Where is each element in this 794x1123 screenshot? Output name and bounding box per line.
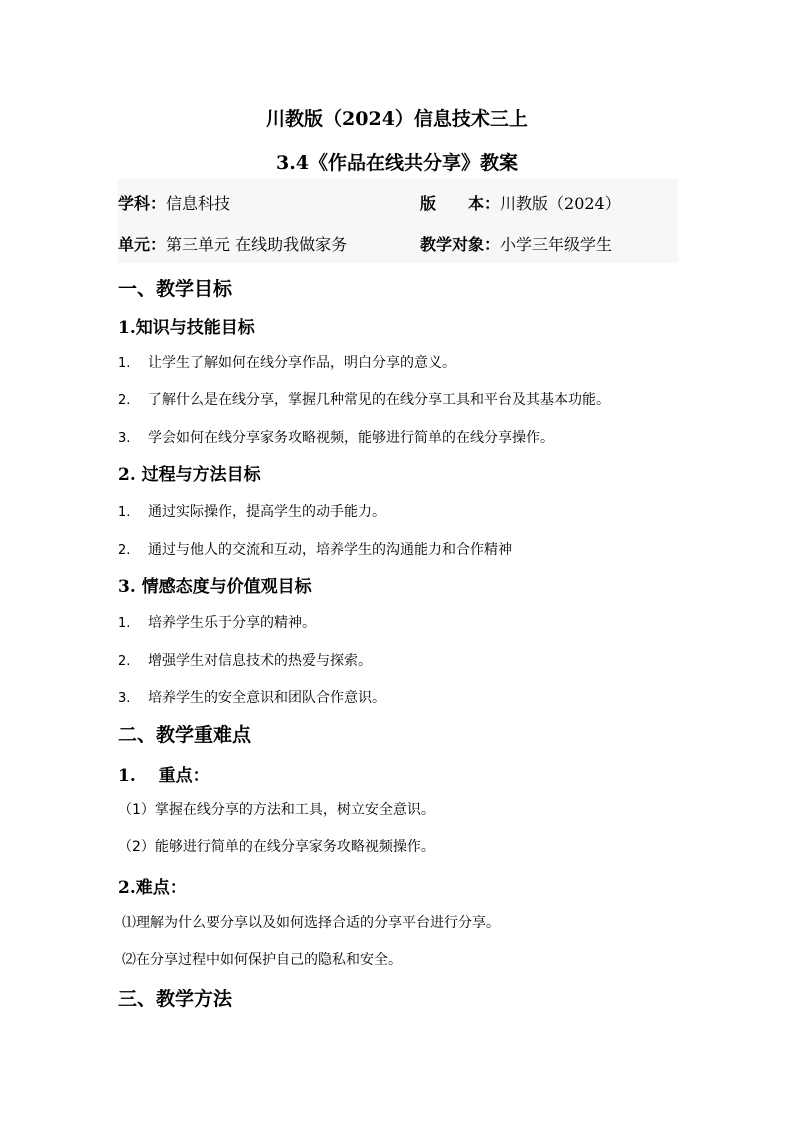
list-item-number: 2. xyxy=(118,543,131,558)
difficult-point-item: ⑵在分享过程中如何保护自己的隐私和安全。 xyxy=(122,952,402,968)
list-item xyxy=(118,501,386,521)
list-item-text: 通过实际操作，提高学生的动手能力。 xyxy=(148,504,386,520)
list-item xyxy=(118,389,610,409)
subheading-attitude-values: 3. 情感态度与价值观目标 xyxy=(118,577,312,597)
meta-audience-value: 小学三年级学生 xyxy=(500,235,613,254)
list-item-text: 让学生了解如何在线分享作品，明白分享的意义。 xyxy=(148,355,456,371)
subheading-key-points: 1. 重点： xyxy=(118,766,210,786)
section-heading-key-difficult: 二、教学重难点 xyxy=(118,724,252,746)
list-item-text: 培养学生乐于分享的精神。 xyxy=(148,615,316,631)
list-item-number: 1. xyxy=(118,505,131,520)
list-item xyxy=(118,687,386,707)
list-item-text: 培养学生的安全意识和团队合作意识。 xyxy=(148,690,386,706)
list-item-number: 3. xyxy=(118,431,131,446)
meta-audience-label: 教学对象： xyxy=(420,235,501,254)
key-point-item: （2）能够进行简单的在线分享家务攻略视频操作。 xyxy=(118,839,435,855)
document-subtitle: 3.4《作品在线共分享》教案 xyxy=(275,152,519,174)
meta-edition xyxy=(420,191,621,214)
subheading-process-method: 2. 过程与方法目标 xyxy=(118,465,261,485)
list-item xyxy=(118,352,456,372)
subheading-difficult-points: 2.难点： xyxy=(118,878,187,898)
key-point-item: （1）掌握在线分享的方法和工具，树立安全意识。 xyxy=(118,802,435,818)
list-item-number: 1. xyxy=(118,616,131,631)
meta-edition-label: 版 本： xyxy=(420,194,501,213)
section-heading-objectives: 一、教学目标 xyxy=(118,278,233,300)
list-item-text: 通过与他人的交流和互动，培养学生的沟通能力和合作精神 xyxy=(148,542,512,558)
list-item-text: 增强学生对信息技术的热爱与探索。 xyxy=(148,653,372,669)
list-item-text: 了解什么是在线分享，掌握几种常见的在线分享工具和平台及其基本功能。 xyxy=(148,392,610,408)
meta-unit-value: 第三单元 在线助我做家务 xyxy=(166,235,348,254)
list-item xyxy=(118,427,554,447)
list-item-number: 3. xyxy=(118,691,131,706)
list-item xyxy=(118,539,512,559)
subheading-knowledge-skills: 1.知识与技能目标 xyxy=(118,318,255,338)
list-item-text: 学会如何在线分享家务攻略视频，能够进行简单的在线分享操作。 xyxy=(148,430,554,446)
meta-unit-label: 单元： xyxy=(118,235,167,254)
meta-subject xyxy=(118,191,230,214)
meta-unit xyxy=(118,232,347,255)
list-item xyxy=(118,650,372,670)
section-heading-methods: 三、教学方法 xyxy=(118,988,233,1010)
list-item-number: 2. xyxy=(118,654,131,669)
meta-edition-value: 川教版（2024） xyxy=(500,194,621,213)
difficult-point-item: ⑴理解为什么要分享以及如何选择合适的分享平台进行分享。 xyxy=(122,915,500,931)
meta-subject-value: 信息科技 xyxy=(166,194,231,213)
meta-subject-label: 学科： xyxy=(118,194,167,213)
meta-audience xyxy=(420,232,612,255)
list-item xyxy=(118,612,316,632)
list-item-number: 2. xyxy=(118,393,131,408)
document-title: 川教版（2024）信息技术三上 xyxy=(266,108,528,130)
list-item-number: 1. xyxy=(118,356,131,371)
